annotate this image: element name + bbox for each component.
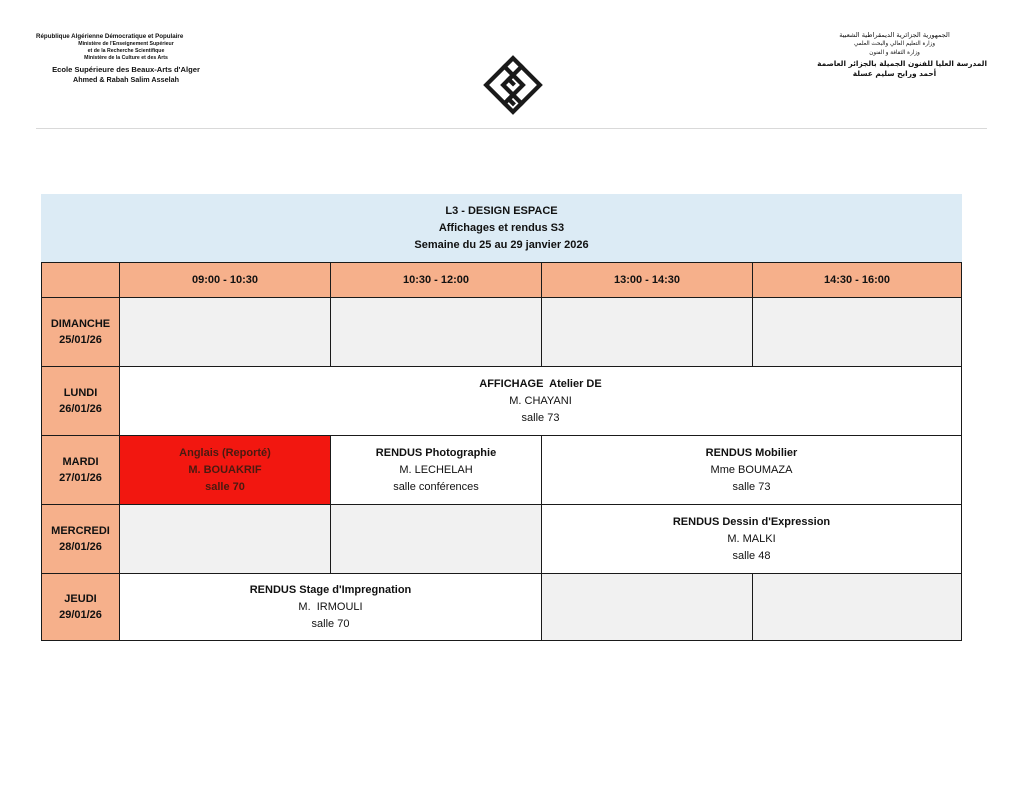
- schedule-title-week: Semaine du 25 au 29 janvier 2026: [414, 238, 589, 251]
- header-ministry-research: et de la Recherche Scientifique: [87, 48, 165, 54]
- day-date: 25/01/26: [59, 334, 102, 346]
- event-rendus-photographie: [330, 435, 542, 505]
- event-title: RENDUS Mobilier: [705, 446, 798, 459]
- header-school-names-ar: أحمد ورابح سليم عسلة: [852, 69, 937, 78]
- empty-slot: [541, 573, 753, 641]
- empty-slot: [752, 573, 962, 641]
- empty-slot: [119, 504, 331, 574]
- time-slot-header: 13:00 - 14:30: [541, 262, 753, 298]
- event-teacher: M. BOUAKRIF: [188, 463, 262, 476]
- event-title: Anglais (Reporté): [179, 446, 271, 459]
- day-cell-mardi: [41, 435, 120, 505]
- header-right: [802, 30, 987, 79]
- day-cell-dimanche: [41, 297, 120, 367]
- header-ministry-ar: وزارة التعليم العالي والبحث العلمي: [853, 41, 936, 47]
- event-title: RENDUS Photographie: [375, 446, 497, 459]
- event-room: salle 70: [205, 480, 245, 493]
- time-slot-header: 09:00 - 10:30: [119, 262, 331, 298]
- day-name: JEUDI: [64, 593, 97, 605]
- empty-slot: [541, 297, 753, 367]
- day-date: 27/01/26: [59, 472, 102, 484]
- empty-slot: [119, 297, 331, 367]
- schedule-title-subject: Affichages et rendus S3: [438, 221, 565, 234]
- event-room: salle conférences: [393, 480, 479, 493]
- event-rendus-mobilier: [541, 435, 962, 505]
- corner-cell: [41, 262, 120, 298]
- schedule-title: [41, 194, 962, 262]
- schedule-title-program: L3 - DESIGN ESPACE: [445, 204, 558, 217]
- empty-slot: [752, 297, 962, 367]
- event-rendus-dessin: [541, 504, 962, 574]
- day-cell-mercredi: [41, 504, 120, 574]
- header-school-name: Ecole Supérieure des Beaux-Arts d'Alger: [52, 65, 200, 74]
- header-ministry-culture: Ministère de la Culture et des Arts: [84, 55, 168, 61]
- header-republic: République Algérienne Démocratique et Populaire: [36, 33, 184, 40]
- header-school-name-ar: المدرسة العليا للفنون الجميلة بالجزائر العاصمة: [817, 59, 987, 68]
- event-title: RENDUS Dessin d'Expression: [672, 515, 831, 528]
- event-room: salle 73: [521, 411, 560, 424]
- event-teacher: Mme BOUMAZA: [710, 463, 793, 476]
- header-school-names: Ahmed & Rabah Salim Asselah: [73, 75, 179, 84]
- event-room: salle 48: [732, 549, 771, 562]
- empty-slot: [330, 297, 542, 367]
- event-teacher: M. IRMOULI: [298, 600, 363, 613]
- header-republic-ar: الجمهورية الجزائرية الديمقراطية الشعبية: [839, 31, 950, 39]
- day-name: LUNDI: [63, 387, 98, 399]
- header-ministry-culture-ar: وزارة الثقافة و الفنون: [869, 50, 920, 56]
- day-date: 26/01/26: [59, 403, 102, 415]
- school-logo-icon: [482, 54, 544, 116]
- day-name: MERCREDI: [51, 525, 110, 537]
- event-room: salle 73: [732, 480, 771, 493]
- day-cell-jeudi: [41, 573, 120, 641]
- time-slot-header: 14:30 - 16:00: [752, 262, 962, 298]
- empty-slot: [330, 504, 542, 574]
- day-name: MARDI: [62, 456, 99, 468]
- event-anglais-postponed: [119, 435, 331, 505]
- day-date: 29/01/26: [59, 609, 102, 621]
- day-date: 28/01/26: [59, 541, 102, 553]
- event-teacher: M. LECHELAH: [399, 463, 473, 476]
- event-rendus-stage: [119, 573, 542, 641]
- day-name: DIMANCHE: [50, 318, 111, 330]
- time-slot-header: 10:30 - 12:00: [330, 262, 542, 298]
- event-title: AFFICHAGE Atelier DE: [479, 377, 602, 390]
- event-room: salle 70: [311, 617, 350, 630]
- header-ministry-higher-ed: Ministère de l'Enseignement Supérieur: [78, 41, 174, 47]
- event-teacher: M. MALKI: [727, 532, 776, 545]
- day-cell-lundi: [41, 366, 120, 436]
- schedule-grid: [41, 262, 962, 641]
- header-left: [36, 33, 216, 84]
- header-divider: [36, 128, 987, 129]
- event-affichage-atelier: [119, 366, 962, 436]
- event-teacher: M. CHAYANI: [509, 394, 572, 407]
- event-title: RENDUS Stage d'Impregnation: [249, 583, 412, 596]
